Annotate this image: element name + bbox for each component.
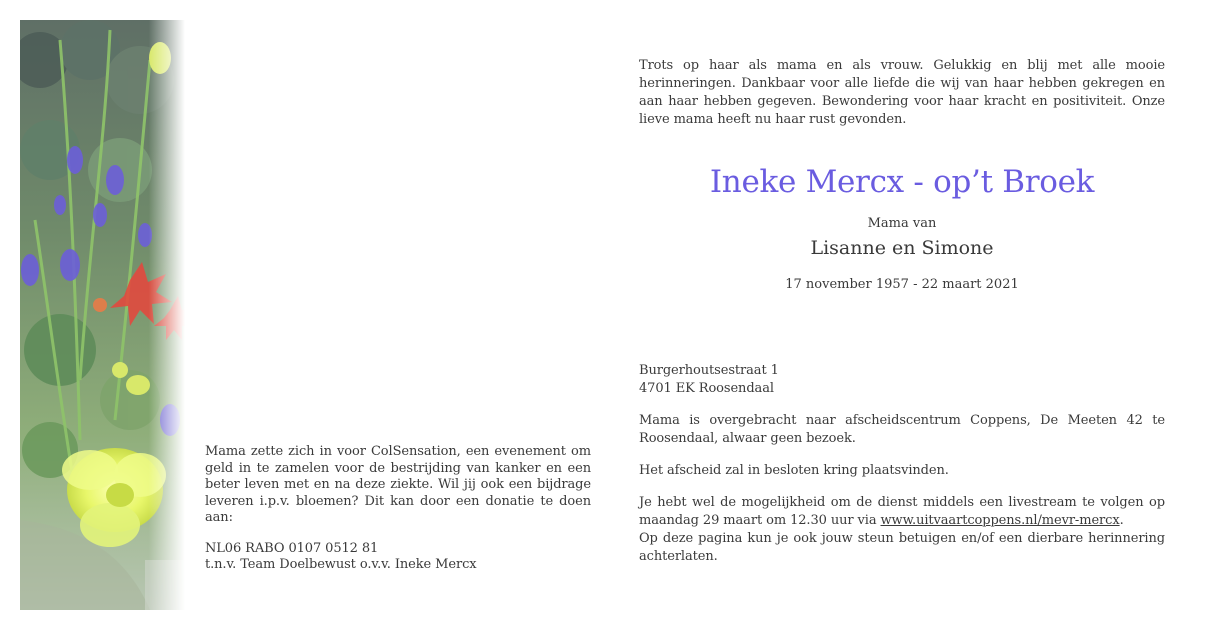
donation-account-holder: t.n.v. Team Doelbewust o.v.v. Ineke Mercx — [205, 557, 477, 572]
mama-van-label: Mama van — [867, 216, 937, 231]
donation-section — [205, 444, 591, 574]
children-names: Lisanne en Simone — [810, 237, 994, 259]
life-dates: 17 november 1957 - 22 maart 2021 — [785, 277, 1019, 292]
notice-afscheid: Het afscheid zal in besloten kring plaatsvinden. — [639, 463, 949, 478]
address-city: 4701 EK Roosendaal — [639, 381, 774, 396]
donation-paragraph: Mama zette zich in voor ColSensation, een evenement om geld in te zamelen voor de bestrijding van kanker en een beter leven met en na deze ziekte. Wil jij ook een bijdrage leveren i.p.v. bloemen? Dit kan door een donatie te doen aan: — [205, 444, 591, 525]
flower-bouquet-image — [20, 20, 185, 610]
notice-livestream — [639, 494, 1165, 566]
address-street: Burgerhoutsestraat 1 — [639, 363, 779, 378]
livestream-link[interactable]: www.uitvaartcoppens.nl/mevr-mercx — [880, 513, 1120, 528]
intro-text: Trots op haar als mama en als vrouw. Gelukkig en blij met alle mooie herinneringen. Dankbaar voor alle liefde die wij van haar hebben gekregen en aan haar hebben gegeven. Bewondering voor haar kracht en positiviteit. Onze lieve mama heeft nu haar rust gevonden. — [639, 58, 1165, 127]
flower-photo — [20, 20, 185, 610]
notice-steun: Op deze pagina kun je ook jouw steun betuigen en/of een dierbare herinnering achterlaten. — [639, 531, 1165, 564]
details-section — [639, 362, 1165, 566]
notice-overgebracht: Mama is overgebracht naar afscheidscentrum Coppens, De Meeten 42 te Roosendaal, alwaar geen bezoek. — [639, 413, 1165, 446]
livestream-text-end: . — [1119, 513, 1124, 528]
livestream-text: Je hebt wel de mogelijkheid om de dienst middels een livestream te volgen op maandag 29 maart om 12.30 uur via — [639, 495, 1165, 528]
donation-iban: NL06 RABO 0107 0512 81 — [205, 540, 379, 556]
deceased-name: Ineke Mercx - op’t Broek — [709, 164, 1095, 200]
